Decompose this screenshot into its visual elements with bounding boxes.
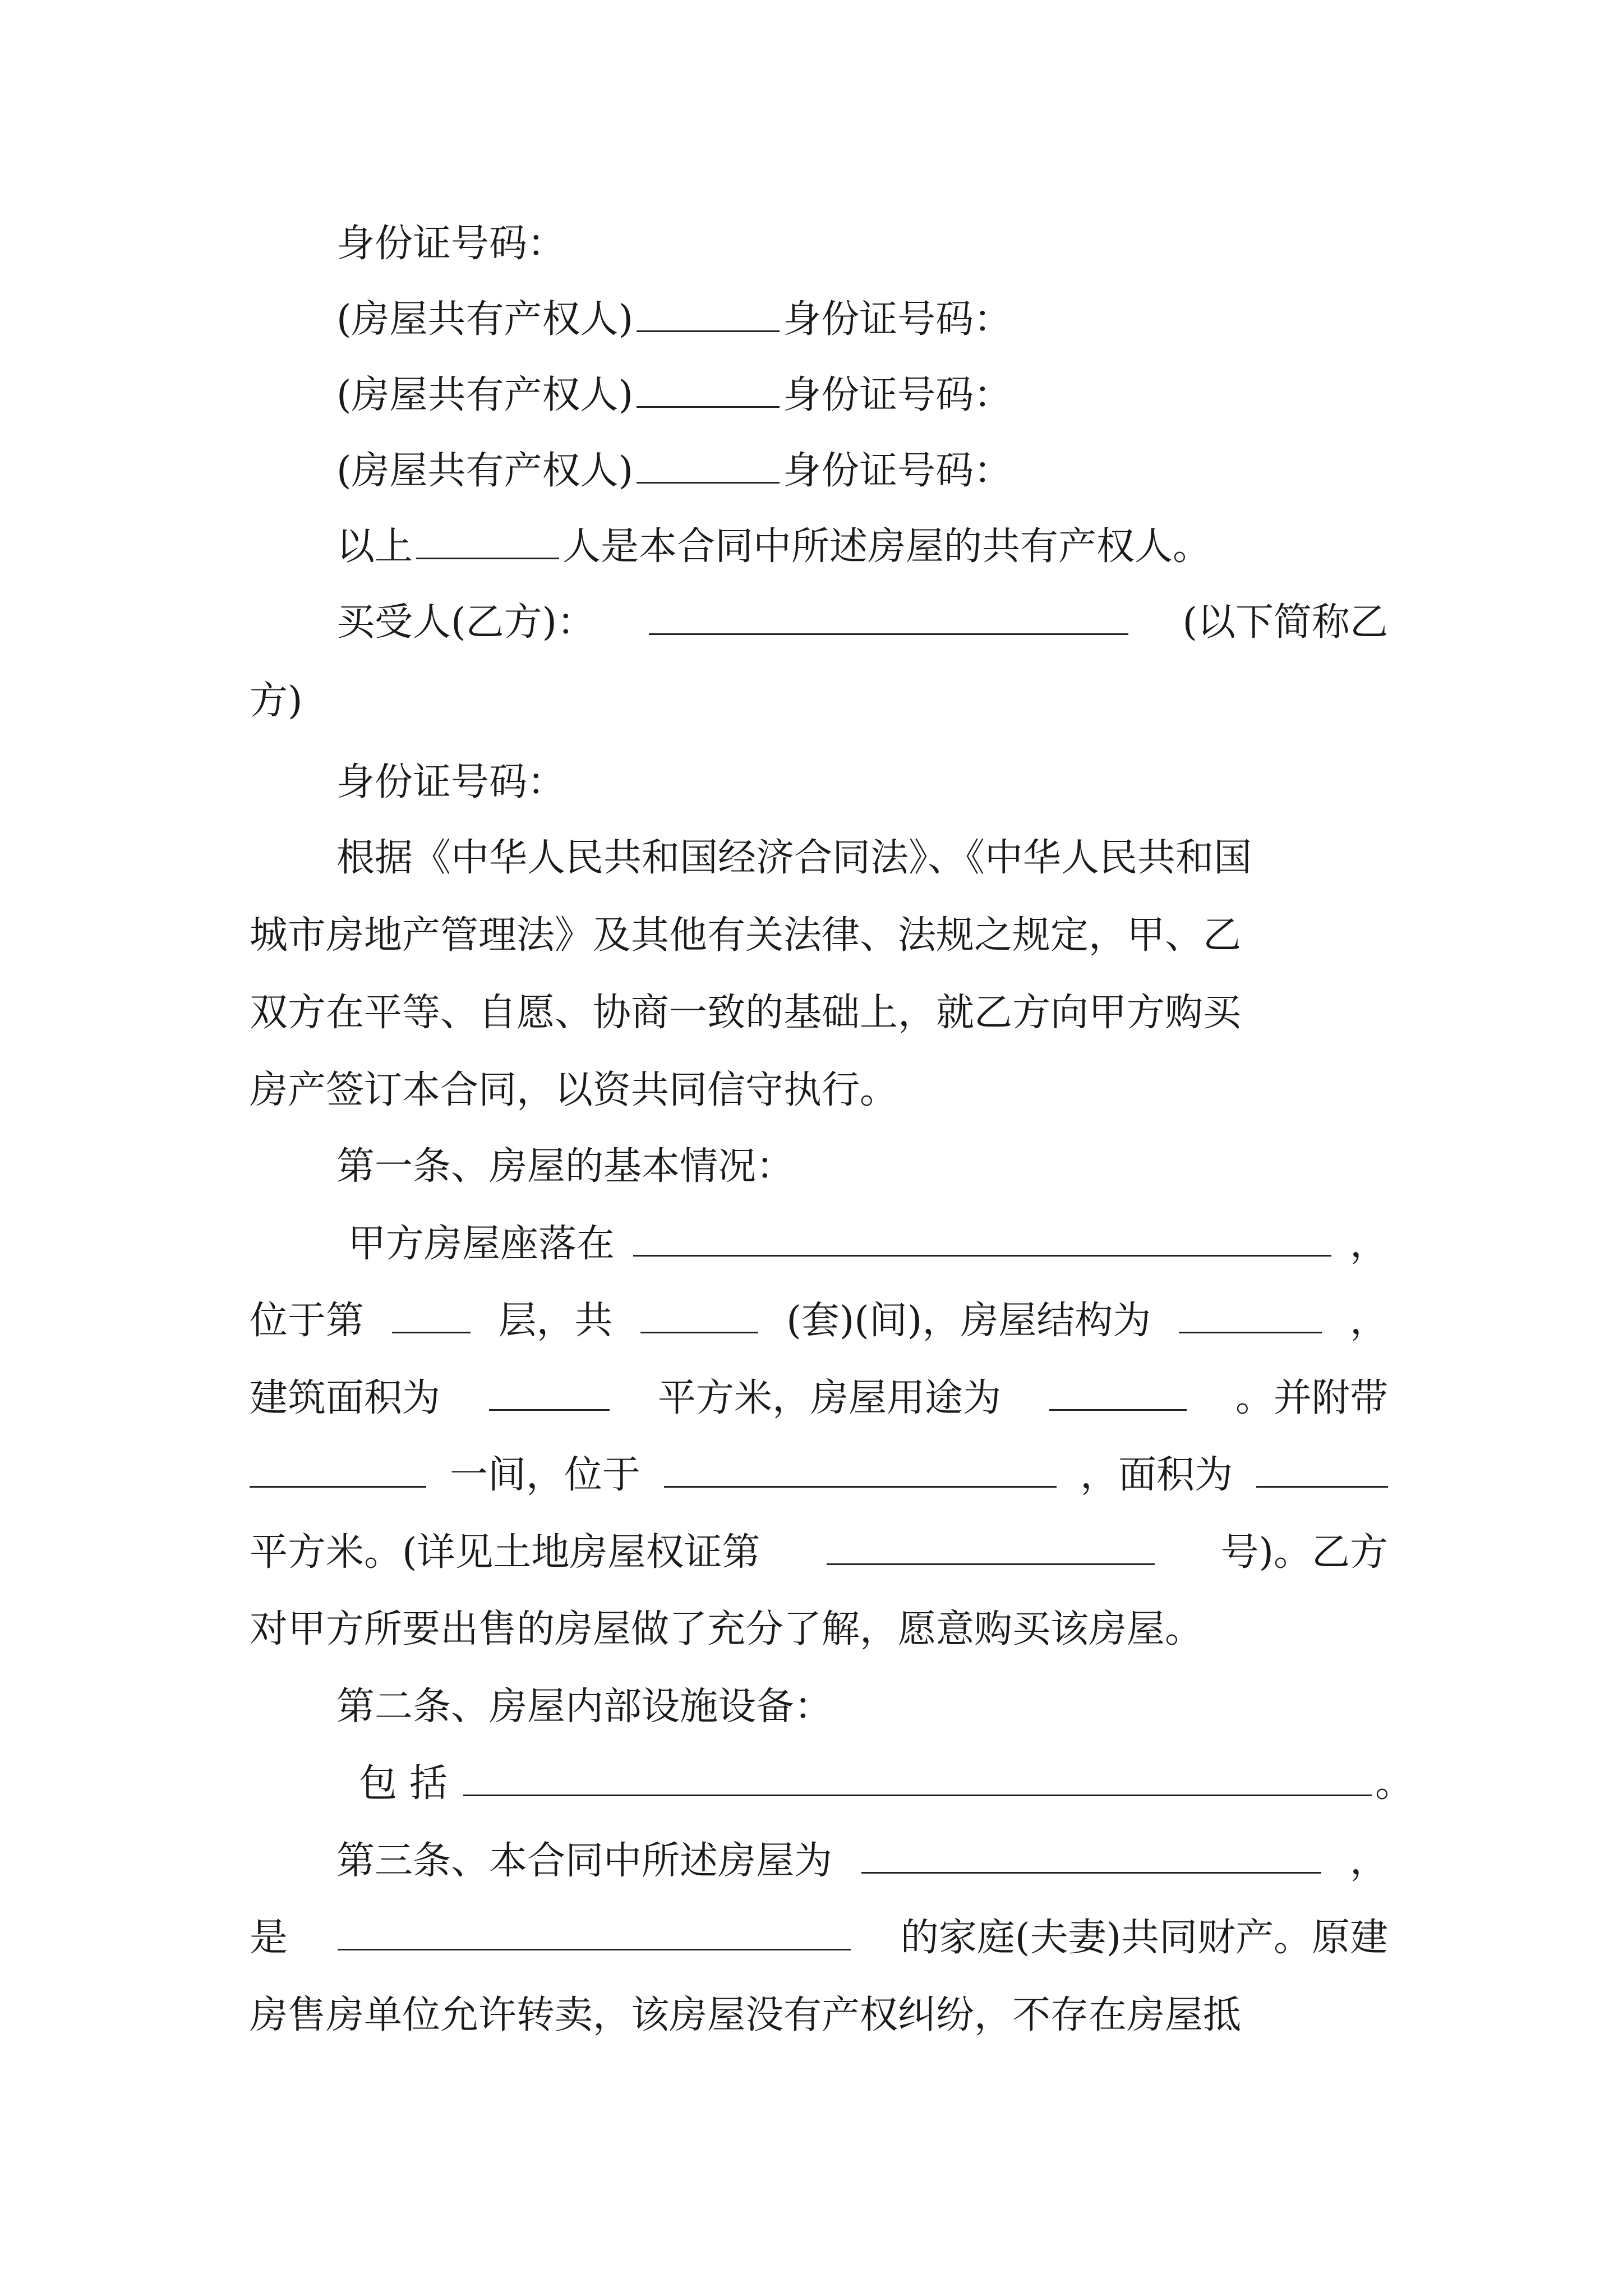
text-before: 是 (250, 1916, 288, 1960)
paragraph-line (250, 1590, 1388, 1669)
facilities-blank[interactable] (463, 1795, 1372, 1796)
paragraph-text: 城市房地产管理法》及其他有关法律、法规之规定，甲、乙 (250, 913, 1242, 958)
paragraph-text: 双方在平等、自愿、协商一致的基础上，就乙方向甲方购买 (250, 991, 1242, 1035)
floor-blank[interactable] (392, 1332, 471, 1333)
text-before: 第三条、本合同中所述房屋为 (336, 1839, 833, 1883)
area-usage-line (250, 1359, 1388, 1438)
joint-property-line (250, 1899, 1388, 1977)
text-before: 甲方房屋座落在 (348, 1222, 615, 1266)
text-part: 建筑面积为 (250, 1376, 441, 1420)
buyer-label: 买受人(乙方)： (336, 600, 596, 645)
buyer-abbr-text: (以下简称乙 (1182, 600, 1388, 645)
facilities-line (359, 1745, 1413, 1823)
id-number-label: 身份证号码： (336, 760, 566, 804)
buyer-id-line (336, 743, 1475, 822)
co-owner-label: (房屋共有产权人) (336, 373, 634, 417)
text-after: 。 (1375, 1761, 1413, 1806)
id-number-label: 身份证号码： (783, 373, 1012, 417)
paragraph-line (250, 896, 1388, 975)
certificate-line (250, 1513, 1388, 1592)
id-number-label: 身份证号码： (336, 222, 566, 266)
text-part: 一间，位于 (449, 1453, 640, 1497)
co-owner-line-2 (336, 356, 1475, 435)
paragraph-line (250, 1976, 1388, 2055)
text-before: 包括 (359, 1761, 460, 1806)
text-part: 层，共 (498, 1299, 613, 1343)
paragraph-text: 对甲方所要出售的房屋做了充分了解，愿意购买该房屋。 (250, 1607, 1204, 1651)
text-after: 号)。乙方 (1220, 1530, 1388, 1575)
property-type-blank[interactable] (861, 1872, 1321, 1874)
attached-area-blank[interactable] (1256, 1486, 1388, 1488)
buyer-line-cont (250, 662, 1388, 740)
co-owner-blank[interactable] (637, 330, 780, 332)
attached-room-line (250, 1436, 1388, 1515)
text-part: 。并附带 (1235, 1376, 1388, 1420)
text-after: 的家庭(夫妻)共同财产。原建 (900, 1916, 1388, 1960)
id-number-label: 身份证号码： (783, 449, 1012, 493)
id-number-label: 身份证号码： (783, 297, 1012, 342)
text-after: ， (1349, 1839, 1388, 1883)
heading-text: 第一条、房屋的基本情况： (336, 1144, 795, 1189)
text-before: 以上 (336, 524, 413, 569)
floor-structure-line (250, 1282, 1388, 1360)
structure-blank[interactable] (1179, 1332, 1322, 1333)
id-number-line (336, 205, 1475, 283)
co-owner-blank[interactable] (637, 406, 780, 408)
text-after: ， (1349, 1222, 1388, 1266)
article-3-line (336, 1822, 1388, 1901)
text-part: (套)(间)，房屋结构为 (786, 1299, 1151, 1343)
co-owner-blank[interactable] (637, 482, 780, 484)
text-part: 平方米，房屋用途为 (657, 1376, 1001, 1420)
certificate-number-blank[interactable] (827, 1563, 1155, 1565)
area-blank[interactable] (489, 1409, 610, 1411)
buyer-name-blank[interactable] (649, 633, 1128, 635)
paragraph-line (250, 974, 1388, 1052)
co-owner-count-line (336, 508, 1475, 586)
location-line (348, 1205, 1388, 1283)
owner-blank[interactable] (338, 1949, 851, 1950)
attached-location-blank[interactable] (664, 1486, 1057, 1488)
paragraph-line (336, 819, 1475, 898)
co-owner-line-3 (336, 432, 1475, 510)
buyer-line (336, 583, 1388, 662)
text-after: 人是本合同中所述房屋的共有产权人。 (562, 524, 1211, 569)
text-part: 位于第 (250, 1299, 365, 1343)
usage-blank[interactable] (1049, 1409, 1187, 1411)
text: 方) (250, 679, 303, 723)
location-blank[interactable] (633, 1255, 1331, 1257)
paragraph-line (250, 1051, 1388, 1130)
text-part: ， (1349, 1299, 1388, 1343)
co-owner-label: (房屋共有产权人) (336, 449, 634, 493)
text-before: 平方米。(详见土地房屋权证第 (250, 1530, 760, 1575)
text-part: ，面积为 (1080, 1453, 1233, 1497)
co-owner-line-1 (336, 280, 1475, 359)
co-owner-count-blank[interactable] (416, 558, 559, 559)
co-owner-label: (房屋共有产权人) (336, 297, 634, 342)
paragraph-text: 根据《中华人民共和国经济合同法》、《中华人民共和国 (336, 836, 1252, 880)
unit-count-blank[interactable] (640, 1332, 758, 1333)
heading-text: 第二条、房屋内部设施设备： (336, 1685, 833, 1729)
article-1-heading (336, 1128, 1475, 1206)
paragraph-text: 房售房单位允许转卖，该房屋没有产权纠纷，不存在房屋抵 (250, 1993, 1242, 2037)
attached-blank[interactable] (250, 1486, 426, 1488)
paragraph-text: 房产签订本合同，以资共同信守执行。 (250, 1068, 898, 1112)
article-2-heading (336, 1668, 1475, 1746)
